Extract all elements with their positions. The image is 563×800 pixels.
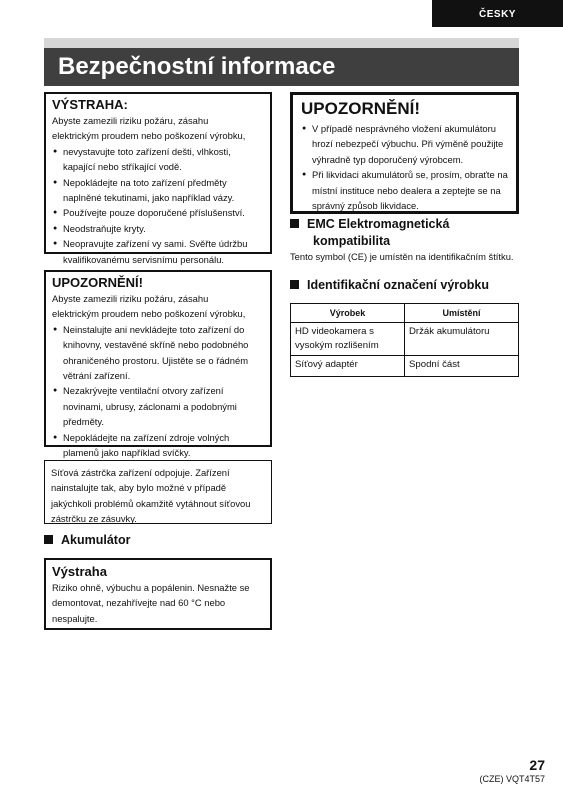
caution-title: UPOZORNĚNÍ! — [52, 275, 143, 290]
table-row — [291, 323, 519, 356]
emc-text: Tento symbol (CE) je umístěn na identifikačním štítku. — [290, 251, 514, 262]
list-item: ● Nezakrývejte ventilační otvory zařízení novinami, ubrusy, záclonami a podobnými předměty. — [52, 383, 264, 429]
table-cell: Síťový adaptér — [291, 356, 405, 377]
table-header: Výrobek — [291, 304, 405, 323]
identification-table — [290, 303, 519, 377]
plug-notice-box — [44, 460, 272, 524]
list-item: ● Neopravujte zařízení vy sami. Svěřte údržbu kvalifikovanému servisnímu personálu. — [52, 236, 264, 267]
list-item: ● Neinstalujte ani nevkládejte toto zařízení do knihovny, vestavěné skříně nebo podobného ohraničeného prostoru. Ujistěte se o řádném větrání zařízení. — [52, 322, 264, 384]
square-bullet-icon — [290, 280, 299, 289]
warning-box — [44, 92, 272, 265]
caution-box-right — [290, 92, 519, 214]
language-tab: ČESKY — [432, 0, 563, 27]
caution-right-list — [301, 121, 508, 213]
battery-warning-title: Výstraha — [52, 564, 107, 579]
warning-intro-line: Abyste zamezili riziku požáru, zásahu — [52, 115, 209, 126]
caution-box-left — [44, 270, 272, 459]
caution-intro-line: Abyste zamezili riziku požáru, zásahu — [52, 293, 209, 304]
document-code: (CZE) VQT4T57 — [479, 774, 545, 784]
table-cell: Spodní část — [405, 356, 519, 377]
list-item: ● Při likvidaci akumulátorů se, prosím, obraťte na místní instituce nebo dealera a zeptejte se na správný způsob likvidace. — [301, 167, 508, 213]
list-item: ● Neodstraňujte kryty. — [52, 221, 264, 236]
page-title: Bezpečnostní informace — [58, 53, 336, 80]
warning-list — [52, 144, 264, 267]
list-item: ● Nepokládejte na zařízení zdroje volných plamenů jako například svíčky. — [52, 430, 264, 461]
warning-title: VÝSTRAHA: — [52, 97, 128, 112]
plug-notice-text: Síťová zástrčka zařízení odpojuje. Zařízení nainstalujte tak, aby bylo možné v případě jakýchkoli problémů okamžitě vytáhnout síťovou zástrčku ze zásuvky. — [51, 467, 251, 525]
table-row — [291, 356, 519, 377]
square-bullet-icon — [44, 535, 53, 544]
table-header: Umístění — [405, 304, 519, 323]
list-item: ● nevystavujte toto zařízení dešti, vlhkosti, kapající nebo stříkající vodě. — [52, 144, 264, 175]
square-bullet-icon — [290, 219, 299, 228]
list-item: ● Nepokládejte na toto zařízení předměty naplněné tekutinami, jako například vázy. — [52, 175, 264, 206]
table-cell: HD videokamera s vysokým rozlišením — [291, 323, 405, 356]
warning-intro-line: elektrickým proudem nebo poškození výrobku, — [52, 130, 246, 142]
list-item: ● V případě nesprávného vložení akumulátoru hrozí nebezpečí výbuchu. Při výměně použijte výhradně typ doporučený výrobcem. — [301, 121, 508, 167]
emc-heading: EMC Elektromagnetická kompatibilita — [290, 216, 519, 250]
list-item: ● Používejte pouze doporučené příslušenství. — [52, 205, 264, 220]
table-header-row — [291, 304, 519, 323]
table-cell: Držák akumulátoru — [405, 323, 519, 356]
page-number: 27 — [529, 757, 545, 773]
battery-warning-text: Riziko ohně, výbuchu a popálenin. Nesnažte se demontovat, nezahřívejte nad 60 °C nebo nespalujte. — [52, 582, 250, 624]
caution-right-title: UPOZORNĚNÍ! — [301, 99, 420, 118]
caution-list — [52, 322, 264, 461]
caution-intro-line: elektrickým proudem nebo poškození výrobku, — [52, 308, 246, 320]
battery-heading: Akumulátor — [44, 532, 130, 549]
battery-warning-box — [44, 558, 272, 630]
identification-heading: Identifikační označení výrobku — [290, 277, 522, 294]
